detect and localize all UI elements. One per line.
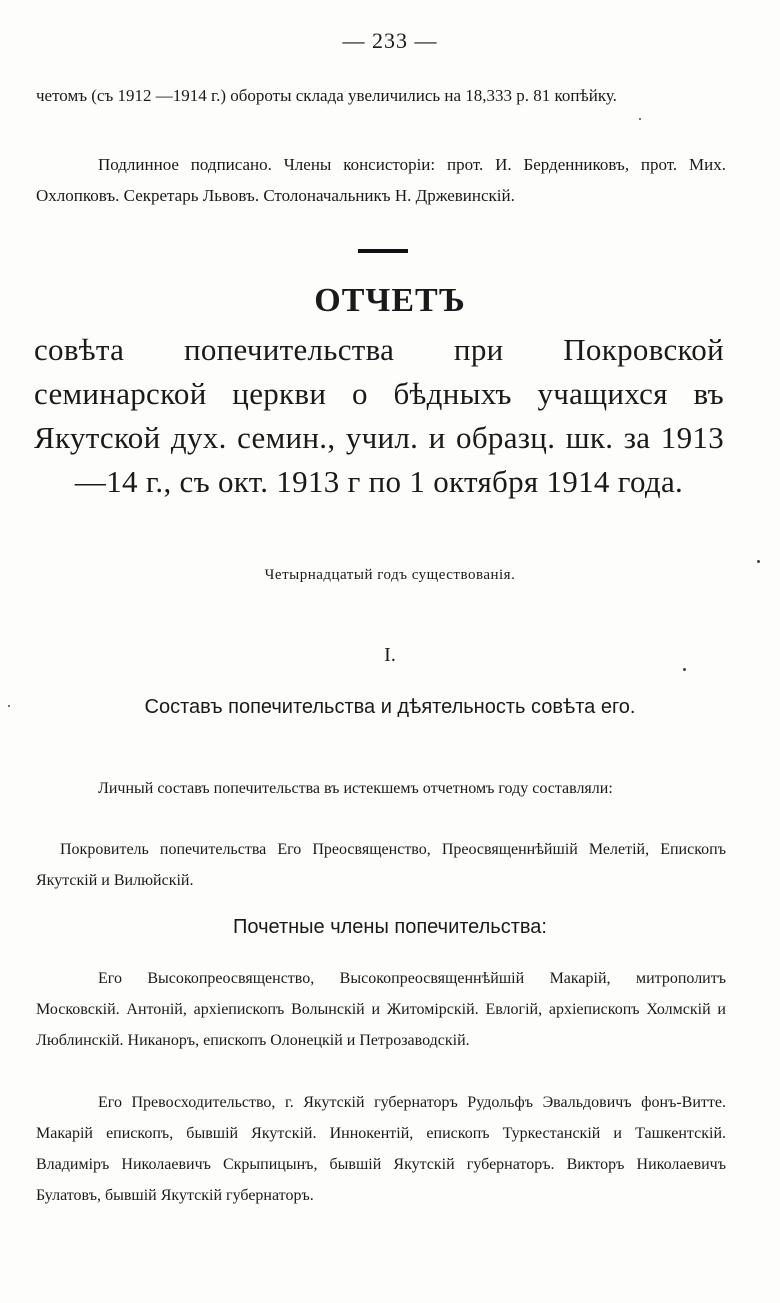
report-title: ОТЧЕТЪ [314,282,466,319]
report-subtitle: совѣта попечительства при Покровской семинарской церкви о бѣдныхъ учащихся въ Якутской дух. семин., учил. и образц. шк. за 1913—14 г., съ окт. 1913 г по 1 октября 1914 года. [34,332,724,499]
signature-paragraph: Подлинное подписано. Члены консисторіи: прот. И. Берденниковъ, прот. Мих. Охлопковъ. Секретарь Львовъ. Столоначальникъ Н. Држевинскій. [36,155,726,205]
honorary-members-heading: Почетные члены попечительства: [233,916,547,938]
patron-paragraph: Покровитель попечительства Его Преосвященство, Преосвященнѣйшій Мелетій, Епископъ Якутскій и Вилюйскій. [36,841,726,889]
page-number: — 233 — [342,28,438,53]
section-heading: Составъ попечительства и дѣятельность совѣта его. [144,696,636,718]
scan-speck [8,705,10,707]
year-note: Четырнадцатый годъ существованія. [264,567,516,583]
scan-speck [639,118,641,120]
honorary-paragraph-2: Его Превосходительство, г. Якутскій губернаторъ Рудольфъ Эвальдовичъ фонъ-Витте. Макарій епископъ, бывшій Якутскій. Иннокентій, епископъ Туркестанскій и Ташкентскій. Владиміръ Николаевичъ Скрыпицынъ, бывшій Якутскій губернаторъ. Викторъ Николаевичъ Булатовъ, бывшій Якутскій губернаторъ. [36,1094,726,1204]
intro-paragraph: четомъ (съ 1912 —1914 г.) обороты склада увеличились на 18,333 р. 81 копѣйку. [36,86,617,105]
personnel-paragraph: Личный составъ попечительства въ истекшемъ отчетномъ году составляли: [98,780,613,797]
honorary-paragraph-1: Его Высокопреосвященство, Высокопреосвященнѣйшій Макарій, митрополитъ Московскій. Антоній, архіепископъ Волынскій и Житомірскій. Евлогій, архіепископъ Холмскій и Люблинскій. Никаноръ, епископъ Олонецкій и Петрозаводскій. [36,970,726,1049]
section-number: I. [384,644,396,666]
scan-speck [683,668,686,671]
section-divider [358,249,408,253]
scan-speck [757,560,760,563]
